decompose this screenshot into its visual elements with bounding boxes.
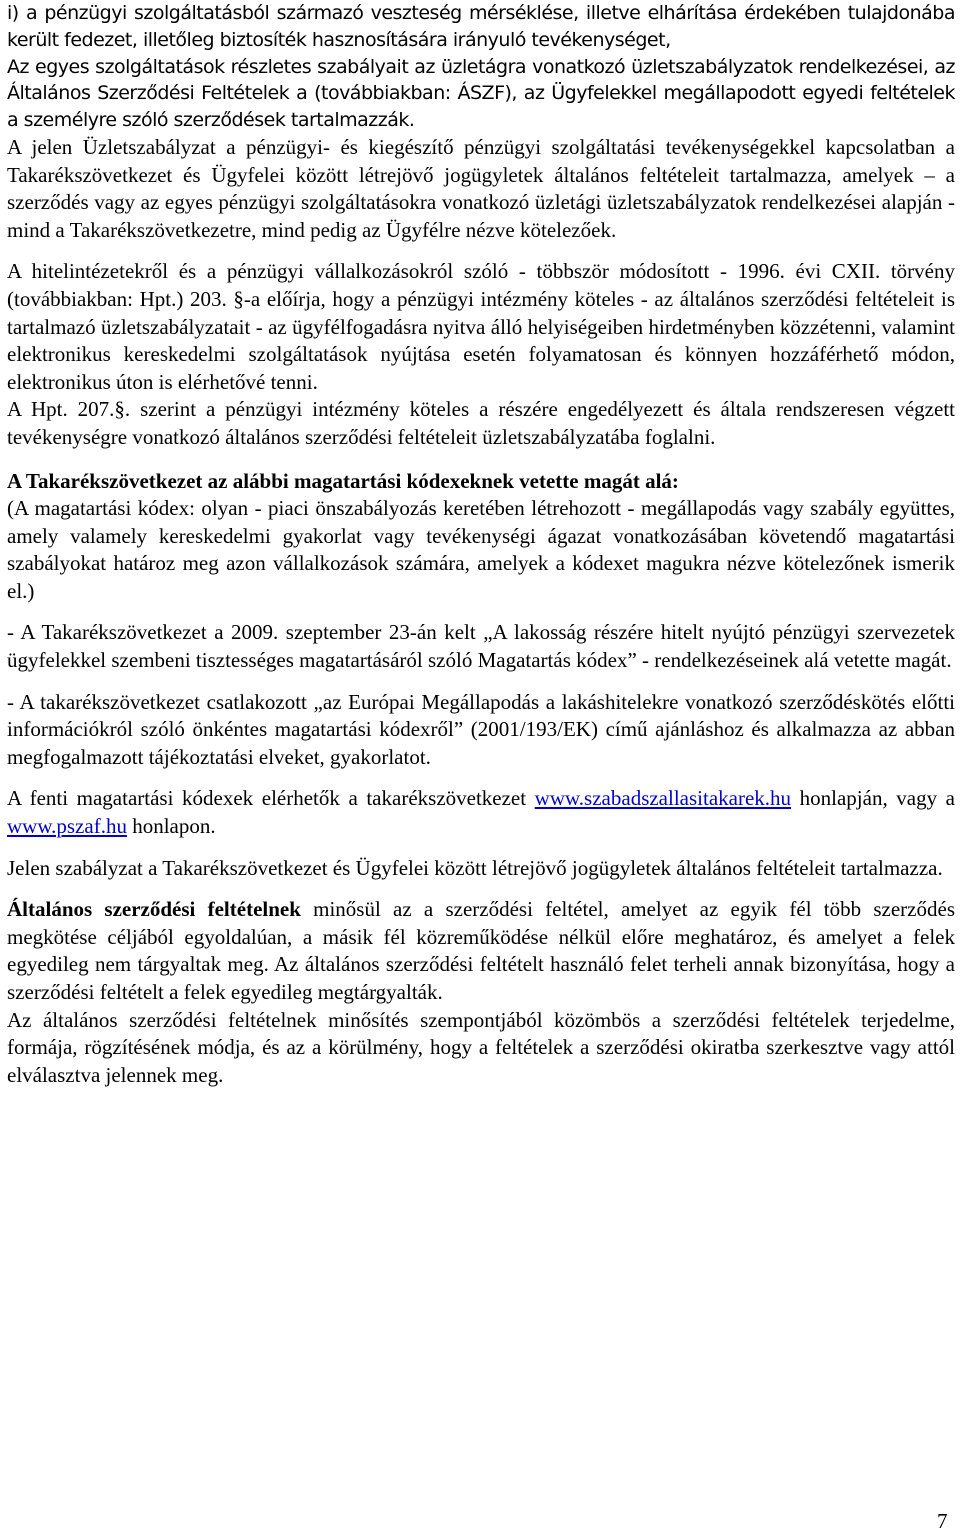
takarek-website-link[interactable]: www.szabadszallasitakarek.hu (534, 786, 792, 811)
paragraph-asf-form: Az általános szerződési feltételnek minősítés szempontjából közömbös a szerződési feltételek terjedelme, formája, rögzítésének módja, és az a körülmény, hogy a feltételek a szerződési okiratba szerkesztve vagy attól elválasztva jelennek meg. (7, 1007, 955, 1087)
availability-text-c: honlapon. (126, 814, 216, 839)
paragraph-service-rules: Az egyes szolgáltatások részletes szabályait az üzletágra vonatkozó üzletszabályzatok rendelkezései, az Általános Szerződési Feltételek a (továbbiakban: ÁSZF), az Ügyfelekkel megállapodott egyedi feltételek a személyre szóló szerződések tartalmazzák. (7, 55, 955, 132)
document-page (7, 0, 955, 1089)
paragraph-hpt-207: A Hpt. 207.§. szerint a pénzügyi intézmény köteles a részére engedélyezett és általa rendszeresen végzett tevékenységre vonatkozó általános szerződési feltételeit üzletszabályzatába foglalni. (7, 397, 955, 449)
paragraph-item-i: i) a pénzügyi szolgáltatásból származó veszteség mérséklése, illetve elhárítása érdekében tulajdonába került fedezet, illetőleg biztosíték hasznosítására irányuló tevékenységet, (7, 2, 955, 51)
pszaf-website-link[interactable]: www.pszaf.hu (7, 814, 127, 839)
heading-text: A Takarékszövetkezet az alábbi magatartási kódexeknek vetette magát alá: (7, 468, 679, 493)
paragraph-asf-definition (7, 896, 955, 1006)
paragraph-regulation-content: Jelen szabályzat a Takarékszövetkezet és Ügyfelei között létrejövő jogügyletek általános feltételeit tartalmazza. (7, 855, 943, 880)
page-number: 7 (937, 1509, 948, 1533)
paragraph-code-definition: (A magatartási kódex: olyan - piaci önszabályozás keretében létrehozott - megállapodás vagy szabály együttes, amely valamely kereskedelmi gyakorlat vagy tevékenységi ágazat vonatkozásában követendő magatartási szabályokat határoz meg azon vállalkozások számára, amelyek a kódexet magukra nézve kötelezőnek ismerik el.) (7, 496, 955, 603)
paragraph-regulation-scope: A jelen Üzletszabályzat a pénzügyi- és kiegészítő pénzügyi szolgáltatási tevékenységekkel kapcsolatban a Takarékszövetkezet és Ügyfelei között létrejövő jogügyletek általános feltételeit tartalmazza, amelyek – a szerződés vagy az egyes pénzügyi szolgáltatásokra vonatkozó üzletági üzletszabályzatok rendelkezései alapján - mind a Takarékszövetkezetre, mind pedig az Ügyfélre nézve kötelezőek. (7, 134, 955, 242)
paragraph-code-european: - A takarékszövetkezet csatlakozott „az Európai Megállapodás a lakáshitelekre vonatkozó szerződéskötés előtti információkról szóló önkéntes magatartási kódexről” (2001/193/EK) című ajánláshoz és alkalmazza az abban megfogalmazott tájékoztatási elveket, gyakorlatot. (7, 689, 955, 769)
paragraph-code-availability (7, 785, 955, 840)
availability-text-b: honlapján, vagy a (791, 786, 955, 811)
paragraph-code-2009: - A Takarékszövetkezet a 2009. szeptember 23-án kelt „A lakosság részére hitelt nyújtó pénzügyi szervezetek ügyfelekkel szembeni tisztességes magatartásáról szóló Magatartás kódex” - rendelkezéseinek alá vetette magát. (7, 620, 955, 673)
paragraph-hpt-203: A hitelintézetekről és a pénzügyi vállalkozásokról szóló - többször módosított - 1996. évi CXII. törvény (továbbiakban: Hpt.) 203. §-a előírja, hogy a pénzügyi intézmény köteles - az általános szerződési feltételeit is tartalmazó üzletszabályzatait - az ügyfélfogadásra nyitva álló helyiségeiben hirdetményben közzétenni, valamint elektronikus kereskedelmi szolgáltatások nyújtása esetén folyamatosan és könnyen hozzáférhető módon, elektronikus úton is elérhetővé tenni. (7, 259, 955, 394)
asf-term: Általános szerződési feltételnek (7, 897, 301, 922)
asf-definition-text: minősül az a szerződési feltétel, amelyet az egyik fél több szerződés megkötése céljából egyoldalúan, a másik fél közreműködése nélkül előre meghatároz, és amelyet a felek egyedileg nem tárgyaltak meg. Az általános szerződési feltételt használó felet terheli annak bizonyítása, hogy a szerződési feltételt a felek egyedileg megtárgyalták. (7, 897, 955, 1005)
availability-text-a: A fenti magatartási kódexek elérhetők a takarékszövetkezet (7, 786, 535, 811)
section-heading-codes (7, 468, 955, 496)
